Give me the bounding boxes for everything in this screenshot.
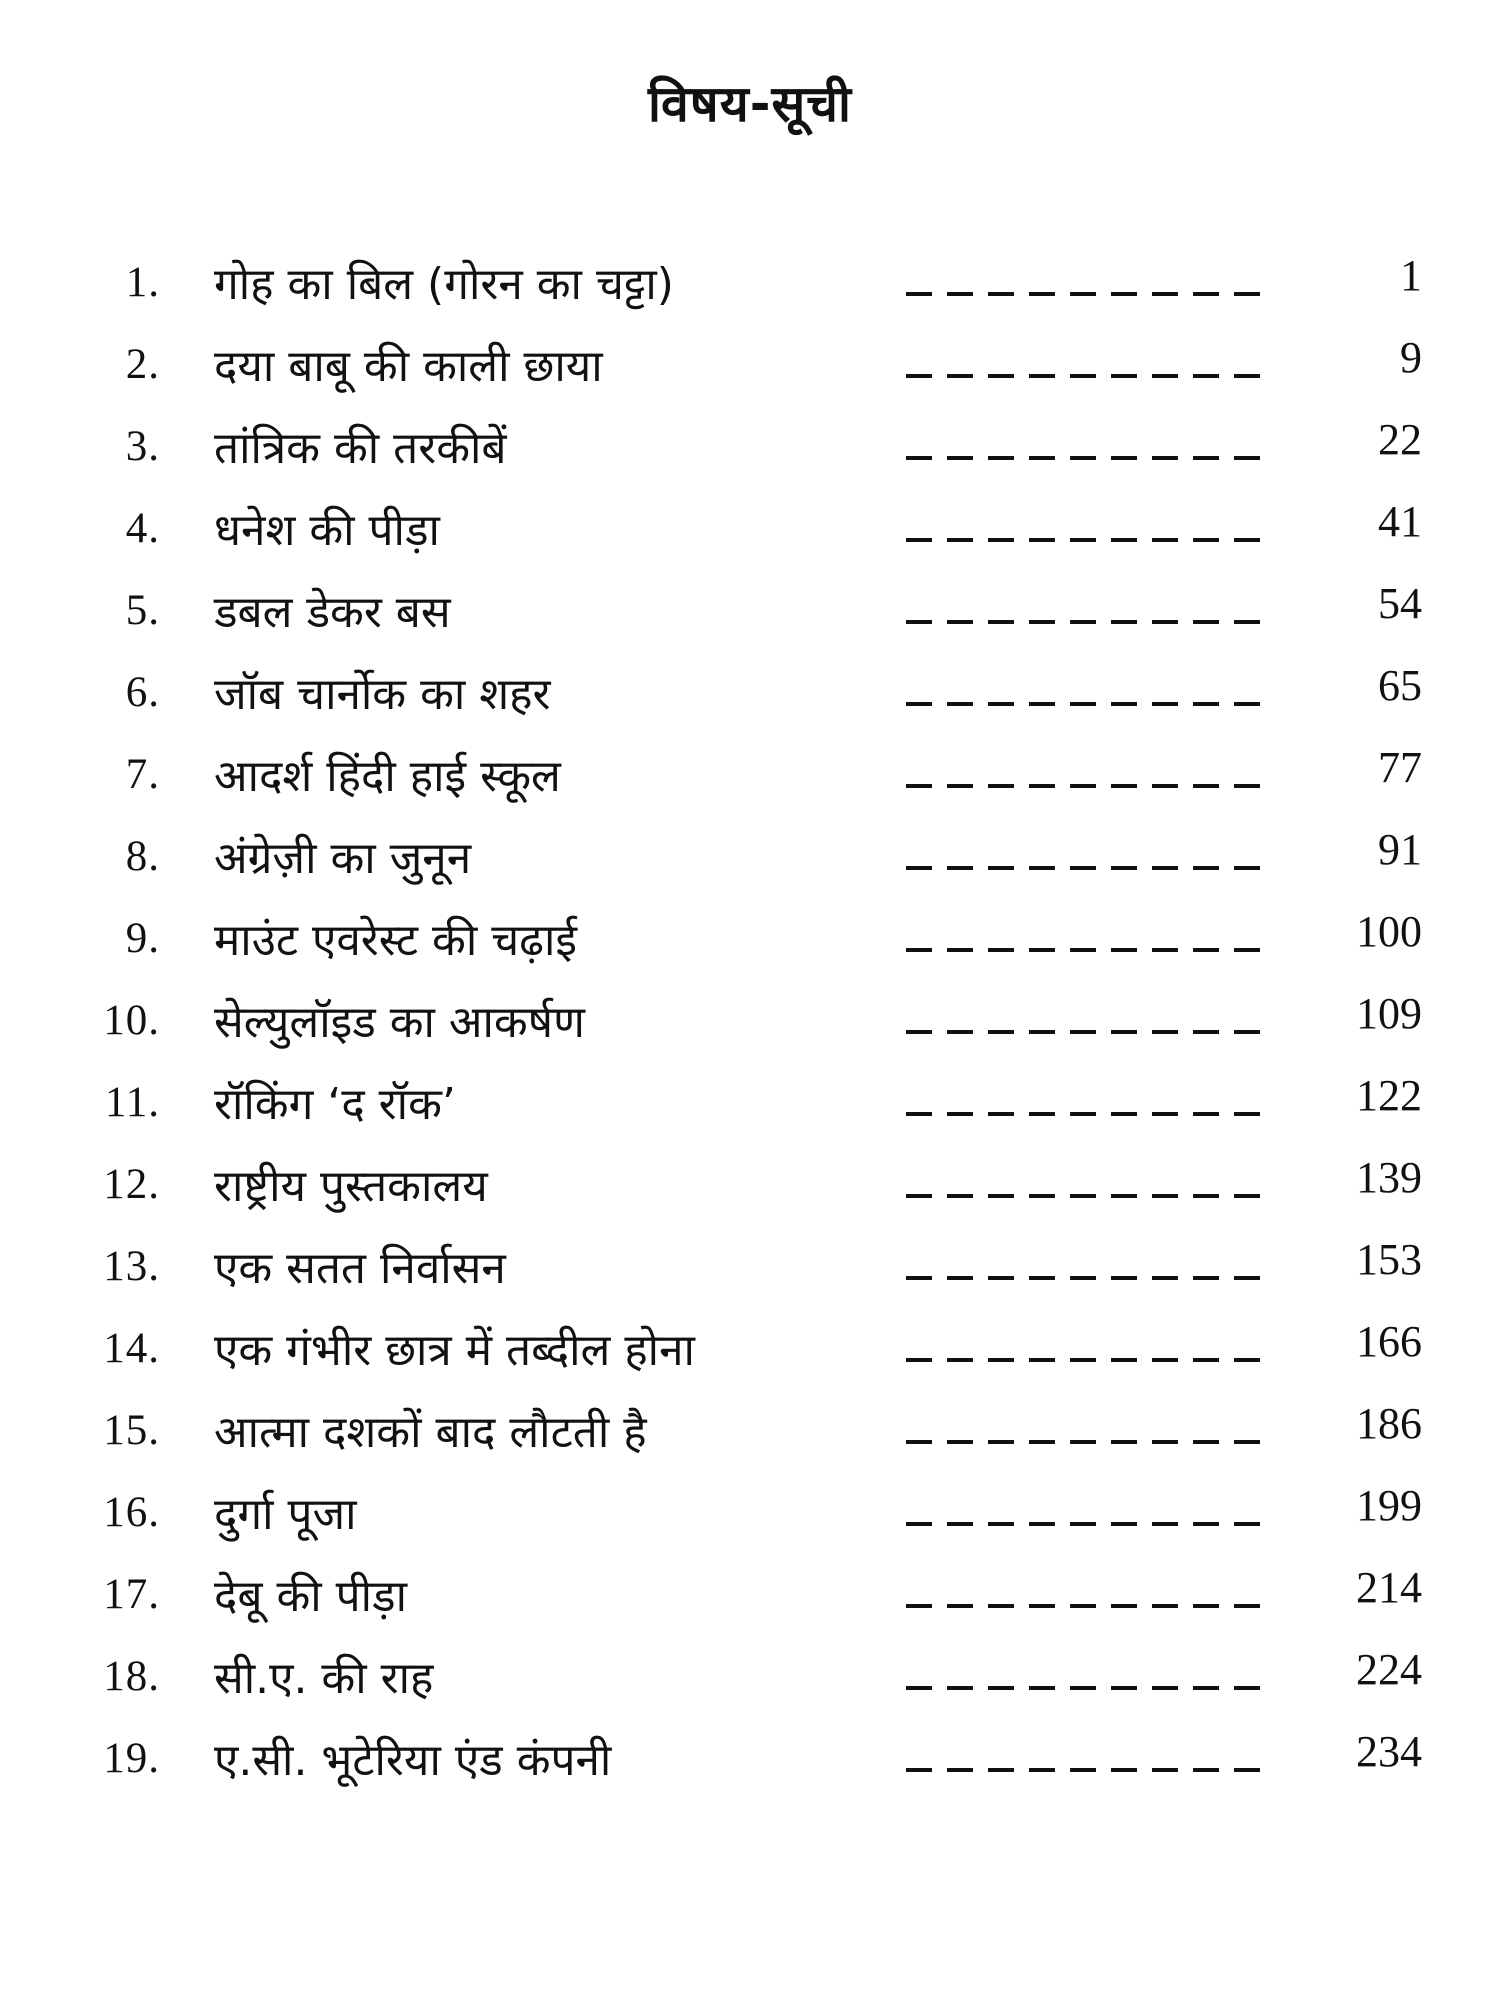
toc-entry-number: 4. bbox=[125, 505, 160, 552]
toc-entry-page: 224 bbox=[1356, 1645, 1422, 1694]
toc-leader-dashes bbox=[906, 1030, 1272, 1034]
toc-entry-page: 186 bbox=[1356, 1399, 1422, 1448]
toc-entry-page: 234 bbox=[1356, 1727, 1422, 1776]
toc-entry-title: आदर्श हिंदी हाई स्कूल bbox=[214, 751, 561, 802]
toc-entry bbox=[0, 330, 1500, 412]
toc-entry-number: 8. bbox=[125, 833, 160, 880]
toc-entry-title: एक गंभीर छात्र में तब्दील होना bbox=[214, 1325, 695, 1376]
toc-entry-page: 214 bbox=[1356, 1563, 1422, 1612]
toc-entry-number: 19. bbox=[103, 1735, 160, 1782]
table-of-contents bbox=[0, 248, 1500, 1806]
toc-entry-title: जॉब चार्नोक का शहर bbox=[214, 669, 551, 720]
toc-entry-page: 139 bbox=[1356, 1153, 1422, 1202]
toc-entry-title: दुर्गा पूजा bbox=[214, 1489, 357, 1540]
toc-entry bbox=[0, 904, 1500, 986]
toc-entry-title: तांत्रिक की तरकीबें bbox=[214, 423, 507, 474]
toc-leader-dashes bbox=[906, 1686, 1272, 1690]
toc-entry-page: 109 bbox=[1356, 989, 1422, 1038]
toc-entry-page: 65 bbox=[1378, 661, 1422, 710]
toc-entry-number: 15. bbox=[103, 1407, 160, 1454]
toc-entry-page: 122 bbox=[1356, 1071, 1422, 1120]
toc-entry-number: 2. bbox=[125, 341, 160, 388]
toc-entry bbox=[0, 248, 1500, 330]
toc-entry bbox=[0, 1478, 1500, 1560]
toc-entry bbox=[0, 986, 1500, 1068]
toc-leader-dashes bbox=[906, 1276, 1272, 1280]
toc-entry-page: 199 bbox=[1356, 1481, 1422, 1530]
toc-entry-page: 9 bbox=[1400, 333, 1422, 382]
toc-entry bbox=[0, 412, 1500, 494]
toc-leader-dashes bbox=[906, 538, 1272, 542]
toc-entry bbox=[0, 822, 1500, 904]
toc-entry-number: 9. bbox=[125, 915, 160, 962]
toc-leader-dashes bbox=[906, 456, 1272, 460]
toc-entry-page: 77 bbox=[1378, 743, 1422, 792]
toc-entry-number: 13. bbox=[103, 1243, 160, 1290]
toc-entry bbox=[0, 1314, 1500, 1396]
toc-leader-dashes bbox=[906, 1522, 1272, 1526]
toc-entry-title: आत्मा दशकों बाद लौटती है bbox=[214, 1407, 647, 1458]
toc-entry-number: 16. bbox=[103, 1489, 160, 1536]
toc-entry-page: 41 bbox=[1378, 497, 1422, 546]
toc-entry-number: 12. bbox=[103, 1161, 160, 1208]
page-title: विषय-सूची bbox=[648, 75, 852, 133]
toc-leader-dashes bbox=[906, 866, 1272, 870]
toc-entry-page: 22 bbox=[1378, 415, 1422, 464]
toc-entry-number: 6. bbox=[125, 669, 160, 716]
toc-entry-number: 7. bbox=[125, 751, 160, 798]
toc-entry-number: 14. bbox=[103, 1325, 160, 1372]
toc-entry-title: सेल्युलॉइड का आकर्षण bbox=[214, 997, 585, 1048]
toc-entry-title: माउंट एवरेस्ट की चढ़ाई bbox=[214, 915, 577, 966]
toc-entry bbox=[0, 1560, 1500, 1642]
toc-entry-title: डबल डेकर बस bbox=[214, 587, 451, 638]
toc-entry bbox=[0, 494, 1500, 576]
toc-leader-dashes bbox=[906, 374, 1272, 378]
toc-entry-number: 17. bbox=[103, 1571, 160, 1618]
toc-entry-title: धनेश की पीड़ा bbox=[214, 505, 440, 556]
toc-entry-page: 91 bbox=[1378, 825, 1422, 874]
toc-entry-number: 5. bbox=[125, 587, 160, 634]
toc-entry-title: राष्ट्रीय पुस्तकालय bbox=[214, 1161, 488, 1212]
toc-entry-title: गोह का बिल (गोरन का चट्टा) bbox=[214, 259, 674, 310]
toc-entry-title: अंग्रेज़ी का जुनून bbox=[214, 833, 472, 884]
toc-leader-dashes bbox=[906, 292, 1272, 296]
toc-leader-dashes bbox=[906, 1768, 1272, 1772]
toc-entry-page: 1 bbox=[1400, 251, 1422, 300]
toc-leader-dashes bbox=[906, 784, 1272, 788]
toc-entry bbox=[0, 658, 1500, 740]
toc-entry-title: दया बाबू की काली छाया bbox=[214, 341, 603, 392]
toc-entry bbox=[0, 1068, 1500, 1150]
toc-entry-page: 166 bbox=[1356, 1317, 1422, 1366]
toc-entry bbox=[0, 1724, 1500, 1806]
toc-entry-title: रॉकिंग ‘द रॉक’ bbox=[214, 1079, 456, 1130]
toc-entry-number: 18. bbox=[103, 1653, 160, 1700]
toc-entry-page: 153 bbox=[1356, 1235, 1422, 1284]
toc-leader-dashes bbox=[906, 1194, 1272, 1198]
toc-leader-dashes bbox=[906, 1604, 1272, 1608]
toc-entry-number: 3. bbox=[125, 423, 160, 470]
toc-leader-dashes bbox=[906, 1440, 1272, 1444]
toc-leader-dashes bbox=[906, 948, 1272, 952]
toc-leader-dashes bbox=[906, 702, 1272, 706]
toc-leader-dashes bbox=[906, 1112, 1272, 1116]
toc-entry-title: देबू की पीड़ा bbox=[214, 1571, 407, 1622]
toc-entry bbox=[0, 740, 1500, 822]
toc-entry-title: ए.सी. भूटेरिया एंड कंपनी bbox=[214, 1735, 612, 1786]
toc-entry-title: सी.ए. की राह bbox=[214, 1653, 434, 1704]
toc-entry-number: 10. bbox=[103, 997, 160, 1044]
toc-entry-title: एक सतत निर्वासन bbox=[214, 1243, 506, 1294]
toc-entry-page: 54 bbox=[1378, 579, 1422, 628]
toc-entry bbox=[0, 1642, 1500, 1724]
toc-leader-dashes bbox=[906, 1358, 1272, 1362]
toc-entry bbox=[0, 1396, 1500, 1478]
toc-entry-number: 1. bbox=[125, 259, 160, 306]
toc-entry bbox=[0, 1232, 1500, 1314]
toc-entry bbox=[0, 1150, 1500, 1232]
toc-leader-dashes bbox=[906, 620, 1272, 624]
toc-entry bbox=[0, 576, 1500, 658]
toc-entry-page: 100 bbox=[1356, 907, 1422, 956]
toc-entry-number: 11. bbox=[104, 1079, 160, 1126]
